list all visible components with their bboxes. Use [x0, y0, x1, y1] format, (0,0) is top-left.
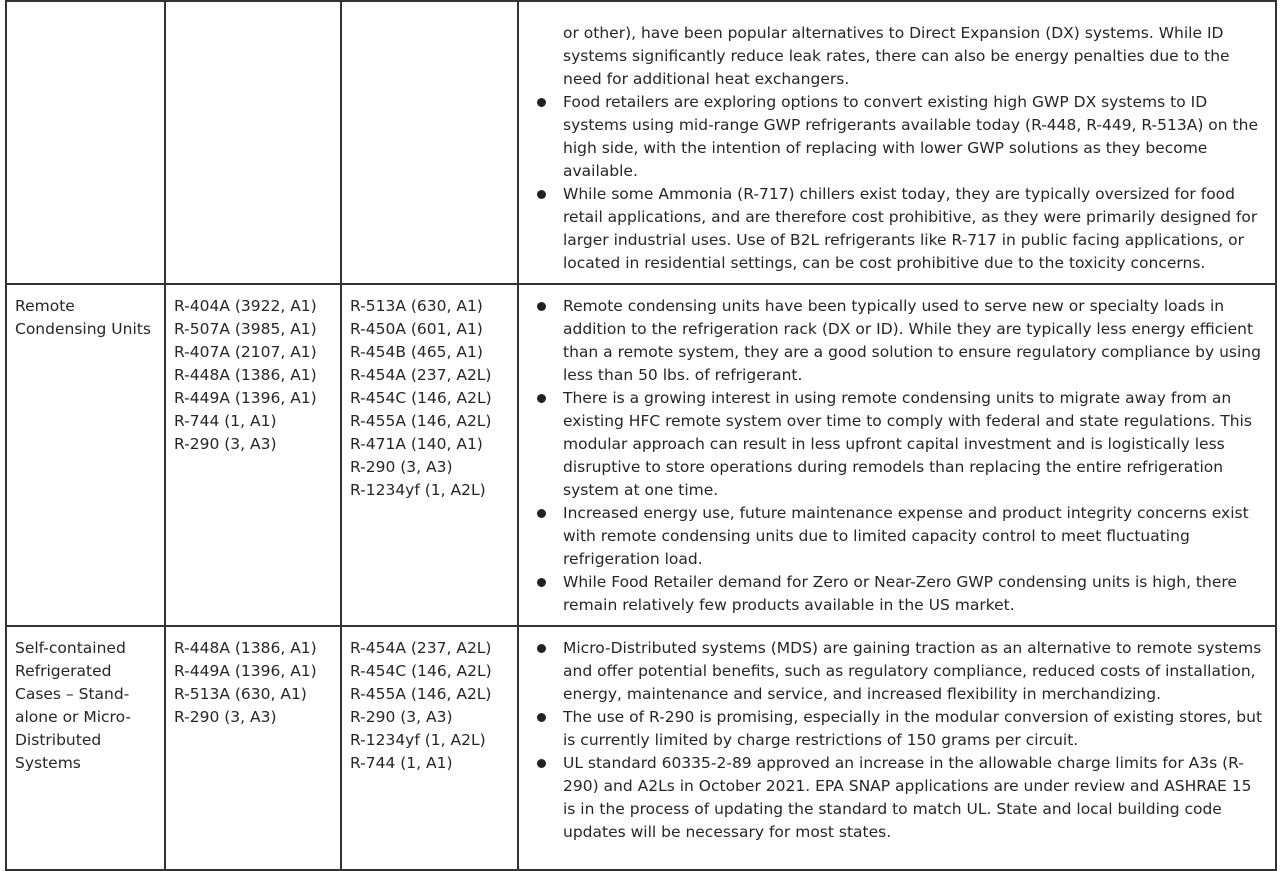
- refrigerant-entry: R-513A (630, A1): [174, 685, 307, 703]
- refrigerant-entry: R-1234yf (1, A2L): [350, 481, 486, 499]
- alternative-refrigerants-cell: [341, 626, 518, 870]
- notes-cell: [518, 284, 1276, 626]
- bullet-icon: [537, 190, 546, 199]
- bullet-icon: [537, 644, 546, 653]
- refrigerant-entry: R-290 (3, A3): [350, 708, 453, 726]
- notes-cell: [518, 1, 1276, 284]
- refrigerant-entry: R-290 (3, A3): [350, 458, 453, 476]
- refrigerant-entry: R-455A (146, A2L): [350, 685, 492, 703]
- refrigerant-entry: R-454A (237, A2L): [350, 366, 492, 384]
- bullet-icon: [537, 759, 546, 768]
- bullet-icon: [537, 302, 546, 311]
- list-item: While Food Retailer demand for Zero or Near-Zero GWP condensing units is high, there remain relatively few products available in the US market.: [529, 571, 1265, 617]
- table-row: [6, 284, 1276, 626]
- refrigerant-entry: R-471A (140, A1): [350, 435, 483, 453]
- list-item: There is a growing interest in using remote condensing units to migrate away from an existing HFC remote system over time to comply with federal and state regulations. This modular approach can result in less upfront capital investment and is logistically less disruptive to store operations during remodels than replacing the entire refrigeration system at one time.: [529, 387, 1265, 502]
- list-item: Increased energy use, future maintenance expense and product integrity concerns exist with remote condensing units due to limited capacity control to meet fluctuating refrigeration load.: [529, 502, 1265, 571]
- bullet-icon: [537, 98, 546, 107]
- list-item: The use of R-290 is promising, especially in the modular conversion of existing stores, but is currently limited by charge restrictions of 150 grams per circuit.: [529, 706, 1265, 752]
- refrigerant-entry: R-513A (630, A1): [350, 297, 483, 315]
- notes-cell: [518, 626, 1276, 870]
- refrigerant-entry: R-404A (3922, A1): [174, 297, 317, 315]
- baseline-refrigerants-cell: [165, 1, 341, 284]
- refrigerant-entry: R-407A (2107, A1): [174, 343, 317, 361]
- refrigerant-entry: R-450A (601, A1): [350, 320, 483, 338]
- baseline-refrigerants-cell: [165, 626, 341, 870]
- alternative-refrigerants-cell: [341, 1, 518, 284]
- system-cell: [6, 1, 165, 284]
- refrigerant-entry: R-507A (3985, A1): [174, 320, 317, 338]
- system-name: Self-contained Refrigerated Cases – Stand-alone or Micro-Distributed Systems: [15, 639, 131, 772]
- refrigerant-entry: R-744 (1, A1): [174, 412, 277, 430]
- refrigerant-table: [5, 0, 1277, 871]
- bullet-icon: [537, 394, 546, 403]
- refrigerant-entry: R-1234yf (1, A2L): [350, 731, 486, 749]
- list-item: UL standard 60335-2-89 approved an increase in the allowable charge limits for A3s (R-290) and A2Ls in October 2021. EPA SNAP applications are under review and ASHRAE 15 is in the process of updating the standard to match UL. State and local building code updates will be necessary for most states.: [529, 752, 1265, 844]
- refrigerant-entry: R-290 (3, A3): [174, 708, 277, 726]
- refrigerant-entry: R-744 (1, A1): [350, 754, 453, 772]
- continuation-text: or other), have been popular alternatives to Direct Expansion (DX) systems. While ID systems significantly reduce leak rates, there can also be energy penalties due to the need for additional heat exchangers.: [563, 24, 1230, 88]
- refrigerant-entry: R-454A (237, A2L): [350, 639, 492, 657]
- refrigerant-entry: R-290 (3, A3): [174, 435, 277, 453]
- refrigerant-entry: R-449A (1396, A1): [174, 389, 317, 407]
- list-item: While some Ammonia (R-717) chillers exist today, they are typically oversized for food retail applications, and are therefore cost prohibitive, as they were primarily designed for larger industrial uses. Use of B2L refrigerants like R-717 in public facing applications, or located in residential settings, can be cost prohibitive due to the toxicity concerns.: [529, 183, 1265, 275]
- refrigerant-entry: R-454C (146, A2L): [350, 389, 492, 407]
- refrigerant-entry: R-448A (1386, A1): [174, 366, 317, 384]
- table-row: [6, 1, 1276, 284]
- list-item: Remote condensing units have been typically used to serve new or specialty loads in addition to the refrigeration rack (DX or ID). While they are typically less energy efficient than a remote system, they are a good solution to ensure regulatory compliance by using less than 50 lbs. of refrigerant.: [529, 295, 1265, 387]
- refrigerant-entry: R-454C (146, A2L): [350, 662, 492, 680]
- system-name: Remote Condensing Units: [15, 297, 151, 338]
- system-cell: [6, 284, 165, 626]
- refrigerant-entry: R-455A (146, A2L): [350, 412, 492, 430]
- refrigerant-entry: R-449A (1396, A1): [174, 662, 317, 680]
- bullet-icon: [537, 713, 546, 722]
- bullet-icon: [537, 509, 546, 518]
- refrigerant-entry: R-448A (1386, A1): [174, 639, 317, 657]
- refrigerant-entry: R-454B (465, A1): [350, 343, 483, 361]
- list-item: Food retailers are exploring options to convert existing high GWP DX systems to ID systems using mid-range GWP refrigerants available today (R-448, R-449, R-513A) on the high side, with the intention of replacing with lower GWP solutions as they become available.: [529, 91, 1265, 183]
- alternative-refrigerants-cell: [341, 284, 518, 626]
- list-item: Micro-Distributed systems (MDS) are gaining traction as an alternative to remote systems and offer potential benefits, such as regulatory compliance, reduced costs of installation, energy, maintenance and service, and increased flexibility in merchandizing.: [529, 637, 1265, 706]
- bullet-icon: [537, 578, 546, 587]
- baseline-refrigerants-cell: [165, 284, 341, 626]
- table-row: [6, 626, 1276, 870]
- system-cell: [6, 626, 165, 870]
